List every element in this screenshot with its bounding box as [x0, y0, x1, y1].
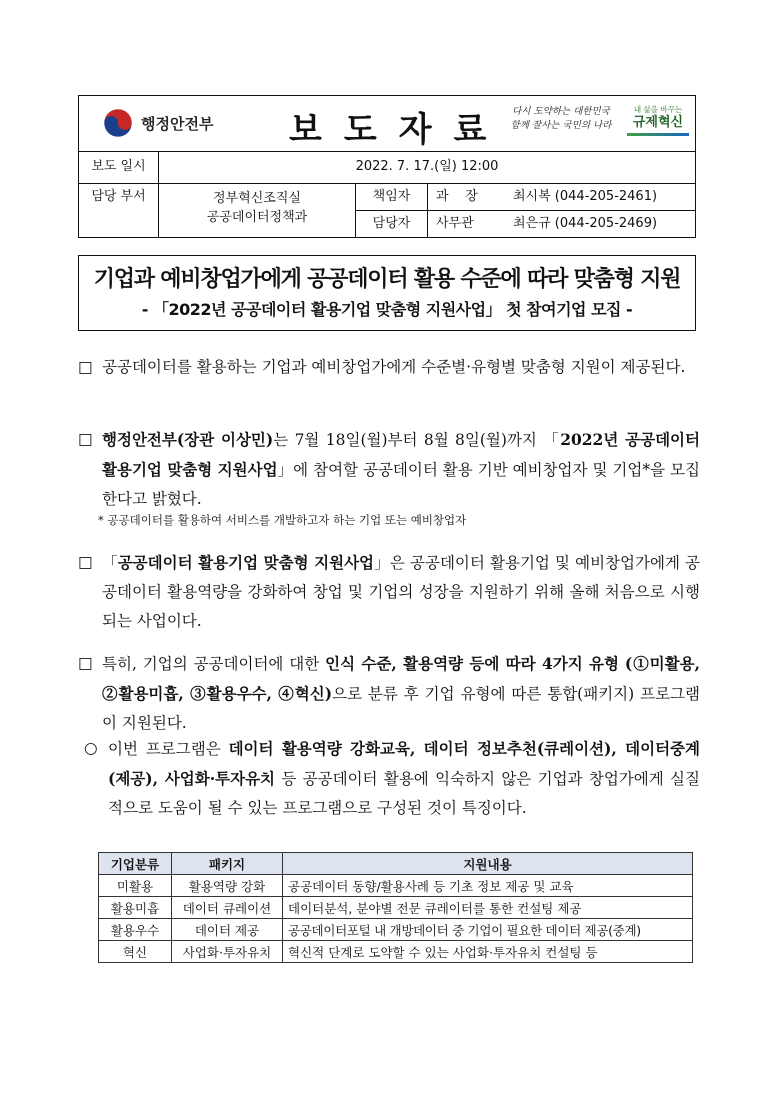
support-program-table — [98, 852, 693, 963]
contact-row — [356, 210, 695, 237]
badge-title: 규제혁신 — [632, 115, 684, 130]
department-name — [159, 183, 356, 237]
contact-role: 책임자 — [356, 183, 428, 210]
release-date-label: 보도 일시 — [79, 151, 159, 183]
paragraph-2 — [78, 425, 700, 514]
ministry-name: 행정안전부 — [141, 114, 214, 133]
table-cell: 혁신 — [99, 941, 172, 963]
headline-title: 기업과 예비창업가에게 공공데이터 활용 수준에 따라 맞춤형 지원 — [93, 267, 681, 292]
table-cell: 공공데이터 동향/활용사례 등 기초 정보 제공 및 교육 — [283, 875, 693, 897]
taegeuk-logo-icon — [103, 108, 133, 138]
square-bullet-icon: □ — [78, 358, 93, 376]
table-cell: 활용미흡 — [99, 897, 172, 919]
text-run: 」은 공공데이터 활용기업 및 예비창업가에게 공공데이터 활용역량을 강화하여 창업 및 기업의 성장을 지원하기 위해 올해 처음으로 시행되는 사업이다. — [102, 554, 701, 630]
ministry-brand — [103, 108, 213, 138]
circle-bullet-icon: ○ — [84, 739, 98, 757]
paragraph-3 — [78, 548, 700, 636]
footnote: * 공공데이터를 활용하여 서비스를 개발하고자 하는 기업 또는 예비창업자 — [98, 513, 467, 527]
table-row — [99, 941, 693, 963]
table-cell: 데이터분석, 분야별 전문 큐레이터를 통한 컨설팅 제공 — [283, 897, 693, 919]
department-line: 정부혁신조직실 — [213, 191, 301, 206]
headline-box — [78, 255, 696, 331]
paragraph-text: 공공데이터를 활용하는 기업과 예비창업가에게 수준별·유형별 맞춤형 지원이 제공된다. — [102, 358, 686, 376]
text-run: 이번 프로그램은 — [108, 740, 229, 758]
release-date-row — [79, 151, 695, 184]
contact-position: 과 장 — [436, 189, 478, 204]
paragraph-1 — [78, 353, 700, 382]
column-header: 지원내용 — [283, 853, 693, 875]
square-bullet-icon: □ — [78, 430, 93, 448]
press-release-title: 보도자료 — [289, 110, 509, 150]
government-slogan — [509, 105, 613, 133]
contact-role: 담당자 — [356, 210, 428, 237]
text-run: 으로 분류 후 기업 유형에 따른 통합(패키지) 프로그램이 지원된다. — [102, 685, 700, 732]
table-row — [99, 897, 693, 919]
headline-subtitle: - 「2022년 공공데이터 활용기업 맞춤형 지원사업」 첫 참여기업 모집 - — [141, 300, 633, 319]
department-label: 담당 부서 — [79, 183, 159, 237]
slogan-line: 함께 잘사는 국민의 나라 — [510, 120, 612, 131]
paragraph-text — [108, 734, 700, 823]
table-cell: 활용역량 강화 — [172, 875, 283, 897]
emphasis: 데이터 활용역량 강화교육, 데이터 정보추천(큐레이션), 데이터중계(제공), 사업화·투자유치 — [108, 739, 700, 788]
press-header — [78, 95, 696, 238]
slogan-line: 다시 도약하는 대한민국 — [512, 106, 610, 117]
table-cell: 사업화·투자유치 — [172, 941, 283, 963]
table-row — [99, 875, 693, 897]
department-row — [79, 183, 695, 237]
header-top-row — [79, 96, 695, 152]
emphasis: 공공데이터 활용기업 맞춤형 지원사업 — [117, 553, 375, 572]
text-run: 「 — [102, 554, 118, 572]
text-run: 등 공공데이터 활용에 익숙하지 않은 기업과 창업가에게 실질적으로 도움이 될 수 있는 프로그램으로 구성된 것이 특징이다. — [108, 770, 700, 817]
emphasis: 행정안전부(장관 이상민) — [102, 430, 274, 449]
table-cell: 데이터 큐레이션 — [172, 897, 283, 919]
paragraph-5 — [84, 734, 700, 823]
regulation-innovation-badge — [627, 104, 689, 136]
column-header: 패키지 — [172, 853, 283, 875]
paragraph-4 — [78, 649, 700, 738]
contact-person: 최은규 (044-205-2469) — [513, 216, 658, 231]
table-cell: 활용우수 — [99, 919, 172, 941]
table-cell: 데이터 제공 — [172, 919, 283, 941]
contact-row — [356, 183, 695, 211]
release-date-value: 2022. 7. 17.(일) 12:00 — [355, 159, 499, 174]
text-run: 는 7월 18일(월)부터 8월 8일(월)까지 「 — [273, 431, 561, 449]
badge-subtitle: 내 삶을 바꾸는 — [633, 105, 683, 114]
department-line: 공공데이터정책과 — [206, 210, 308, 225]
table-header-row — [99, 853, 693, 875]
emphasis: 인식 수준, 활용역량 등에 따라 4가지 유형 — [325, 654, 620, 673]
table-cell: 공공데이터포털 내 개방데이터 중 기업이 필요한 데이터 제공(중계) — [283, 919, 693, 941]
contact-position: 사무관 — [436, 216, 474, 231]
paragraph-text — [102, 649, 700, 738]
emphasis: (①미활용, ②활용미흡, ③활용우수, ④혁신) — [102, 654, 700, 703]
contact-person: 최시복 (044-205-2461) — [513, 189, 658, 204]
paragraph-text — [102, 425, 700, 514]
table-cell: 혁신적 단계로 도약할 수 있는 사업화·투자유치 컨설팅 등 — [283, 941, 693, 963]
badge-bar — [627, 133, 689, 136]
text-run: 특히, 기업의 공공데이터에 대한 — [102, 655, 326, 673]
column-header: 기업분류 — [99, 853, 172, 875]
table-cell: 미활용 — [99, 875, 172, 897]
square-bullet-icon: □ — [78, 553, 93, 571]
emphasis: 2022년 공공데이터 활용기업 맞춤형 지원사업 — [102, 430, 700, 479]
table-row — [99, 919, 693, 941]
paragraph-text — [102, 548, 700, 636]
text-run: 」에 참여할 공공데이터 활용 기반 예비창업자 및 기업*을 모집한다고 밝혔다. — [102, 461, 700, 508]
square-bullet-icon: □ — [78, 654, 93, 672]
